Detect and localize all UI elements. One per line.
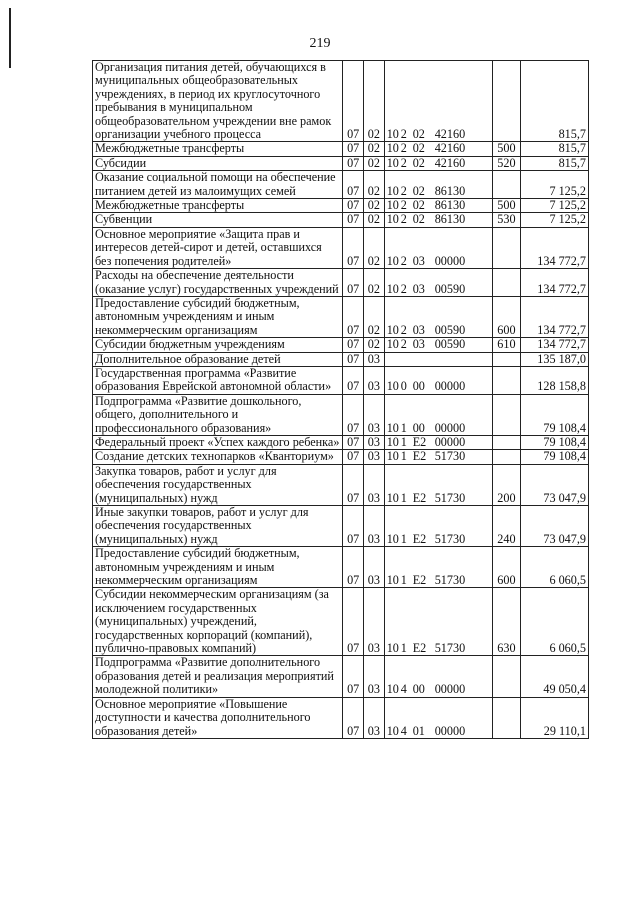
program-code-part: 2 xyxy=(400,253,407,268)
row-name: Подпрограмма «Развитие дошкольного, общего, дополнительного и профессионального образования» xyxy=(93,394,343,435)
row-subsection: 03 xyxy=(364,394,385,435)
row-subsection: 02 xyxy=(364,61,385,142)
row-program-code xyxy=(384,464,492,505)
program-code-part: 00590 xyxy=(434,281,466,296)
row-program-code xyxy=(384,697,492,738)
row-amount: 6 060,5 xyxy=(521,588,589,656)
table-row xyxy=(93,394,589,435)
program-code-part: 10 xyxy=(386,379,399,394)
program-code-part: 10 xyxy=(386,198,399,213)
row-expense-type: 500 xyxy=(492,142,521,156)
row-subsection: 02 xyxy=(364,156,385,170)
program-code-part: 1 xyxy=(400,420,407,435)
row-subsection: 03 xyxy=(364,366,385,394)
program-code-part: 00000 xyxy=(434,253,466,268)
program-code-part: E2 xyxy=(412,641,427,656)
row-program-code xyxy=(384,227,492,268)
program-code-part: 42160 xyxy=(434,141,466,156)
program-code-part: 02 xyxy=(412,212,425,227)
row-expense-type xyxy=(492,435,521,449)
program-code-part: 10 xyxy=(386,127,399,142)
row-name: Субвенции xyxy=(93,213,343,227)
row-section: 07 xyxy=(343,547,364,588)
row-expense-type xyxy=(492,366,521,394)
program-code-part: 42160 xyxy=(434,127,466,142)
program-code-part: 10 xyxy=(386,212,399,227)
row-subsection: 03 xyxy=(364,450,385,464)
program-code-part: 2 xyxy=(400,322,407,337)
row-section: 07 xyxy=(343,142,364,156)
row-expense-type: 630 xyxy=(492,588,521,656)
row-expense-type xyxy=(492,450,521,464)
row-expense-type xyxy=(492,697,521,738)
row-program-code xyxy=(384,435,492,449)
row-name: Подпрограмма «Развитие дополнительного образования детей и реализация мероприятий молодежной политики» xyxy=(93,656,343,697)
page-number: 219 xyxy=(309,36,331,51)
program-code-part: 00000 xyxy=(434,379,466,394)
program-code-part: 01 xyxy=(412,723,425,738)
row-amount: 29 110,1 xyxy=(521,697,589,738)
row-expense-type: 240 xyxy=(492,506,521,547)
program-code-part: 02 xyxy=(412,198,425,213)
program-code-part: 02 xyxy=(412,127,425,142)
row-amount: 135 187,0 xyxy=(521,352,589,366)
program-code-part: 02 xyxy=(412,141,425,156)
program-code-part: 2 xyxy=(400,127,407,142)
budget-table-body xyxy=(93,61,589,739)
row-section: 07 xyxy=(343,338,364,352)
program-code-part: 2 xyxy=(400,281,407,296)
row-name: Государственная программа «Развитие образования Еврейской автономной области» xyxy=(93,366,343,394)
program-code-part: 10 xyxy=(386,322,399,337)
row-expense-type: 200 xyxy=(492,464,521,505)
row-section: 07 xyxy=(343,394,364,435)
row-section: 07 xyxy=(343,697,364,738)
row-section: 07 xyxy=(343,366,364,394)
row-amount: 134 772,7 xyxy=(521,338,589,352)
program-code-part: 42160 xyxy=(434,155,466,170)
row-amount: 815,7 xyxy=(521,61,589,142)
table-row xyxy=(93,213,589,227)
row-name: Закупка товаров, работ и услуг для обеспечения государственных (муниципальных) нужд xyxy=(93,464,343,505)
program-code-part: 00 xyxy=(412,379,425,394)
row-section: 07 xyxy=(343,269,364,297)
row-amount: 815,7 xyxy=(521,142,589,156)
row-name: Организация питания детей, обучающихся в муниципальных общеобразовательных учреждениях, в период их круглосуточного пребывания в муниципальном общеобразовательном учреждении вне рамок организации учебного процесса xyxy=(93,61,343,142)
program-code-part: 51730 xyxy=(434,641,466,656)
row-expense-type xyxy=(492,269,521,297)
row-subsection: 03 xyxy=(364,464,385,505)
row-amount: 128 158,8 xyxy=(521,366,589,394)
row-name: Федеральный проект «Успех каждого ребенка» xyxy=(93,435,343,449)
table-row xyxy=(93,61,589,142)
table-row xyxy=(93,142,589,156)
program-code-part: 4 xyxy=(400,723,407,738)
row-amount: 134 772,7 xyxy=(521,296,589,337)
row-section: 07 xyxy=(343,296,364,337)
program-code-part: 1 xyxy=(400,449,407,464)
program-code-part: 10 xyxy=(386,337,399,352)
row-program-code xyxy=(384,547,492,588)
row-subsection: 03 xyxy=(364,697,385,738)
row-subsection: 03 xyxy=(364,352,385,366)
row-name: Расходы на обеспечение деятельности (оказание услуг) государственных учреждений xyxy=(93,269,343,297)
program-code-part: 2 xyxy=(400,198,407,213)
row-expense-type xyxy=(492,227,521,268)
row-program-code xyxy=(384,156,492,170)
row-expense-type xyxy=(492,656,521,697)
program-code-part: E2 xyxy=(412,490,427,505)
row-section: 07 xyxy=(343,450,364,464)
row-section: 07 xyxy=(343,464,364,505)
program-code-part: 86130 xyxy=(434,183,466,198)
program-code-part: 10 xyxy=(386,253,399,268)
row-program-code xyxy=(384,394,492,435)
program-code-part: 1 xyxy=(400,490,407,505)
row-program-code xyxy=(384,506,492,547)
row-section: 07 xyxy=(343,588,364,656)
row-section: 07 xyxy=(343,61,364,142)
table-row xyxy=(93,464,589,505)
row-name: Иные закупки товаров, работ и услуг для обеспечения государственных (муниципальных) нужд xyxy=(93,506,343,547)
program-code-part: 10 xyxy=(386,531,399,546)
row-program-code xyxy=(384,366,492,394)
row-section: 07 xyxy=(343,435,364,449)
row-amount: 815,7 xyxy=(521,156,589,170)
row-section: 07 xyxy=(343,506,364,547)
table-row xyxy=(93,366,589,394)
table-row xyxy=(93,227,589,268)
table-row xyxy=(93,656,589,697)
row-amount: 79 108,4 xyxy=(521,394,589,435)
table-row xyxy=(93,296,589,337)
row-subsection: 02 xyxy=(364,199,385,213)
row-program-code xyxy=(384,450,492,464)
program-code-part: 0 xyxy=(400,379,407,394)
row-subsection: 02 xyxy=(364,227,385,268)
row-amount: 79 108,4 xyxy=(521,435,589,449)
program-code-part: 2 xyxy=(400,212,407,227)
program-code-part: 03 xyxy=(412,322,425,337)
row-subsection: 02 xyxy=(364,213,385,227)
row-expense-type: 600 xyxy=(492,296,521,337)
row-name: Субсидии некоммерческим организациям (за исключением государственных (муниципальных) учреждений, государственных корпораций (компаний), публично-правовых компаний) xyxy=(93,588,343,656)
row-subsection: 02 xyxy=(364,171,385,199)
row-section: 07 xyxy=(343,171,364,199)
row-name: Основное мероприятие «Повышение доступности и качества дополнительного образования детей» xyxy=(93,697,343,738)
program-code-part: 10 xyxy=(386,573,399,588)
row-program-code xyxy=(384,296,492,337)
program-code-part: 03 xyxy=(412,337,425,352)
table-row xyxy=(93,547,589,588)
row-amount: 73 047,9 xyxy=(521,506,589,547)
row-expense-type xyxy=(492,61,521,142)
row-program-code xyxy=(384,171,492,199)
table-row xyxy=(93,171,589,199)
row-expense-type xyxy=(492,352,521,366)
table-row xyxy=(93,269,589,297)
program-code-part: 2 xyxy=(400,337,407,352)
row-name: Межбюджетные трансферты xyxy=(93,199,343,213)
row-amount: 6 060,5 xyxy=(521,547,589,588)
row-expense-type: 520 xyxy=(492,156,521,170)
program-code-part: 4 xyxy=(400,682,407,697)
row-section: 07 xyxy=(343,213,364,227)
row-subsection: 02 xyxy=(364,296,385,337)
program-code-part: 03 xyxy=(412,281,425,296)
program-code-part: 10 xyxy=(386,682,399,697)
program-code-part: 03 xyxy=(412,253,425,268)
program-code-part: 00 xyxy=(412,682,425,697)
row-subsection: 03 xyxy=(364,588,385,656)
row-subsection: 02 xyxy=(364,338,385,352)
row-subsection: 02 xyxy=(364,269,385,297)
row-expense-type: 610 xyxy=(492,338,521,352)
program-code-part: 10 xyxy=(386,723,399,738)
row-program-code xyxy=(384,338,492,352)
program-code-part: 02 xyxy=(412,183,425,198)
row-amount: 134 772,7 xyxy=(521,227,589,268)
program-code-part: 10 xyxy=(386,155,399,170)
budget-table xyxy=(92,60,589,739)
table-row xyxy=(93,435,589,449)
row-name: Предоставление субсидий бюджетным, автономным учреждениям и иным некоммерческим организациям xyxy=(93,547,343,588)
program-code-part: 51730 xyxy=(434,490,466,505)
table-row xyxy=(93,338,589,352)
program-code-part: 2 xyxy=(400,155,407,170)
program-code-part: 00590 xyxy=(434,337,466,352)
row-name: Предоставление субсидий бюджетным, автономным учреждениям и иным некоммерческим организациям xyxy=(93,296,343,337)
row-amount: 134 772,7 xyxy=(521,269,589,297)
row-name: Основное мероприятие «Защита прав и интересов детей-сирот и детей, оставшихся без попечения родителей» xyxy=(93,227,343,268)
program-code-part: 10 xyxy=(386,281,399,296)
row-section: 07 xyxy=(343,156,364,170)
row-subsection: 03 xyxy=(364,435,385,449)
table-row xyxy=(93,450,589,464)
table-row xyxy=(93,156,589,170)
row-name: Оказание социальной помощи на обеспечение питанием детей из малоимущих семей xyxy=(93,171,343,199)
table-row xyxy=(93,506,589,547)
row-amount: 7 125,2 xyxy=(521,171,589,199)
program-code-part: 86130 xyxy=(434,212,466,227)
row-program-code xyxy=(384,269,492,297)
row-section: 07 xyxy=(343,656,364,697)
row-expense-type: 500 xyxy=(492,199,521,213)
row-section: 07 xyxy=(343,227,364,268)
row-expense-type: 530 xyxy=(492,213,521,227)
program-code-part: 10 xyxy=(386,141,399,156)
row-program-code xyxy=(384,199,492,213)
row-amount: 7 125,2 xyxy=(521,199,589,213)
row-subsection: 03 xyxy=(364,506,385,547)
row-name: Дополнительное образование детей xyxy=(93,352,343,366)
program-code-part: 1 xyxy=(400,434,407,449)
row-expense-type: 600 xyxy=(492,547,521,588)
table-row xyxy=(93,352,589,366)
program-code-part: 2 xyxy=(400,183,407,198)
program-code-part: 51730 xyxy=(434,531,466,546)
program-code-part: 00000 xyxy=(434,420,466,435)
row-section: 07 xyxy=(343,352,364,366)
row-program-code xyxy=(384,656,492,697)
program-code-part: 10 xyxy=(386,434,399,449)
row-program-code xyxy=(384,588,492,656)
row-program-code xyxy=(384,61,492,142)
row-program-code xyxy=(384,213,492,227)
row-amount: 73 047,9 xyxy=(521,464,589,505)
row-amount: 49 050,4 xyxy=(521,656,589,697)
row-expense-type xyxy=(492,171,521,199)
program-code-part: 00000 xyxy=(434,434,466,449)
program-code-part: 02 xyxy=(412,155,425,170)
program-code-part: 1 xyxy=(400,531,407,546)
program-code-part: 2 xyxy=(400,141,407,156)
row-subsection: 02 xyxy=(364,142,385,156)
program-code-part: 51730 xyxy=(434,573,466,588)
program-code-part: 10 xyxy=(386,420,399,435)
row-subsection: 03 xyxy=(364,547,385,588)
program-code-part: 00 xyxy=(412,420,425,435)
row-section: 07 xyxy=(343,199,364,213)
row-subsection: 03 xyxy=(364,656,385,697)
row-name: Субсидии xyxy=(93,156,343,170)
table-row xyxy=(93,199,589,213)
program-code-part: 00000 xyxy=(434,682,466,697)
program-code-part: 1 xyxy=(400,573,407,588)
program-code-part: 00000 xyxy=(434,723,466,738)
row-amount: 79 108,4 xyxy=(521,450,589,464)
row-name: Создание детских технопарков «Кванториум» xyxy=(93,450,343,464)
row-name: Субсидии бюджетным учреждениям xyxy=(93,338,343,352)
table-row xyxy=(93,697,589,738)
program-code-part: 10 xyxy=(386,490,399,505)
program-code-part: 10 xyxy=(386,449,399,464)
program-code-part: E2 xyxy=(412,434,427,449)
row-name: Межбюджетные трансферты xyxy=(93,142,343,156)
program-code-part: 51730 xyxy=(434,449,466,464)
program-code-part: E2 xyxy=(412,449,427,464)
program-code-part: 86130 xyxy=(434,198,466,213)
program-code-part: E2 xyxy=(412,531,427,546)
row-program-code xyxy=(384,352,492,366)
program-code-part: 10 xyxy=(386,183,399,198)
table-row xyxy=(93,588,589,656)
program-code-part: 10 xyxy=(386,641,399,656)
row-program-code xyxy=(384,142,492,156)
program-code-part: E2 xyxy=(412,573,427,588)
program-code-part: 1 xyxy=(400,641,407,656)
row-expense-type xyxy=(492,394,521,435)
program-code-part: 00590 xyxy=(434,322,466,337)
row-amount: 7 125,2 xyxy=(521,213,589,227)
